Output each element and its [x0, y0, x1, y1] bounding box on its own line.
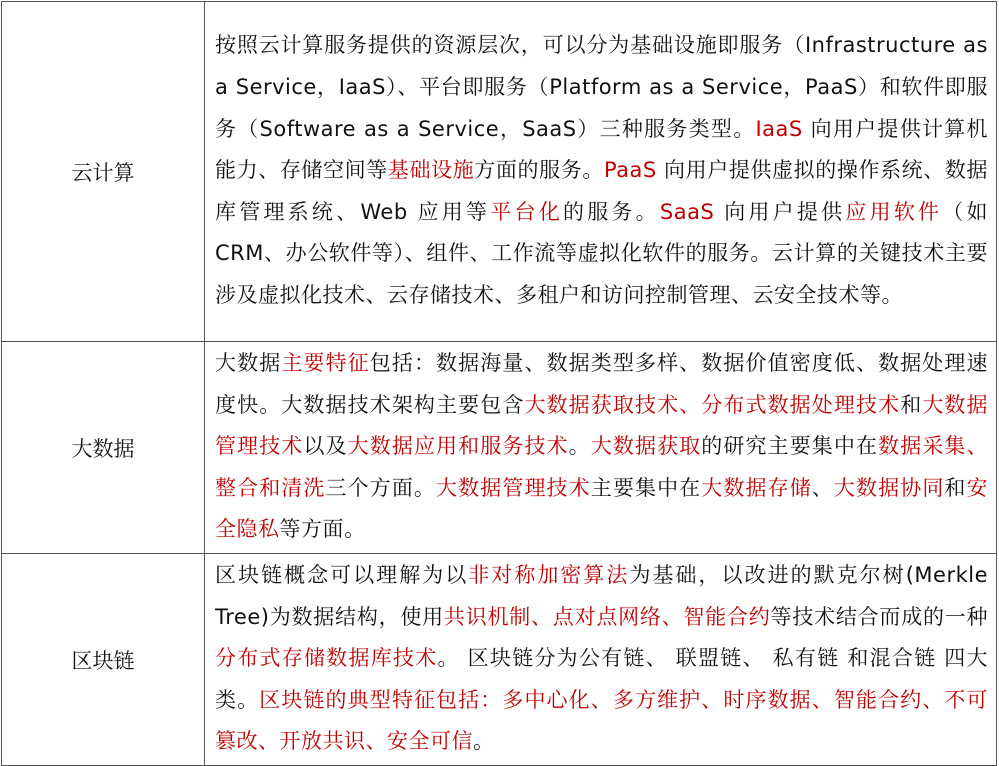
text-segment: 按照云计算服务提供的资源层次，可以分为基础设施即服务（Infrastructure as a Service，IaaS）、平台即服务（Platform as a Service，PaaS）和软件即服务（Software as a Service，SaaS）三种服务类型。 [215, 33, 988, 141]
text-segment: 的研究主要集中在 [701, 434, 879, 459]
text-segment: 的服务。 [562, 199, 660, 224]
highlighted-term: 基础设施 [387, 158, 475, 183]
description-cell [205, 2, 997, 342]
text-segment: 。 [473, 729, 495, 754]
highlighted-term: PaaS [603, 158, 657, 183]
highlighted-term: 大数据应用和服务技术 [347, 434, 569, 459]
highlighted-term: 共识机制、点对点网络、智能合约 [443, 604, 771, 629]
highlighted-term: 平台化 [490, 199, 563, 224]
highlighted-term: 应用软件 [845, 199, 943, 224]
table-row [2, 554, 997, 766]
text-segment: 主要集中在 [590, 475, 702, 500]
highlighted-term: 大数据获取技术、分布式数据处理技术 [524, 392, 901, 417]
text-segment: （如 CRM、办公软件等）、组件、工作流等虚拟化软件的服务。云计算的关键技术主要涉及虚拟化技术、云存储技术、多租户和访问控制管理、云安全技术等。 [215, 199, 989, 307]
text-segment: 向用户提供虚拟的操作系统、数据库管理系统、Web 应用等 [215, 158, 989, 224]
description-cell [205, 554, 997, 766]
highlighted-term: 非对称加密算法 [468, 563, 630, 588]
text-segment: 三个方面。 [325, 475, 437, 500]
text-segment: 方面的服务。 [474, 158, 604, 183]
highlighted-term: 主要特征 [281, 351, 370, 376]
highlighted-term: 大数据管理技术 [436, 475, 591, 500]
text-segment: 大数据 [215, 351, 282, 376]
highlighted-term: 数据采集、整合和清洗 [215, 434, 989, 500]
text-segment: 为基础，以改进的默克尔树(Merkle Tree)为数据结构，使用 [215, 563, 989, 629]
text-segment: 等技术结合而成的一种 [770, 604, 989, 629]
text-segment: 。 区块链分为公有链、 联盟链、 私有链 和混合链 四大类。 [215, 646, 989, 712]
text-segment: 区块链概念可以理解为以 [215, 563, 469, 588]
text-segment: 包括：数据海量、数据类型多样、数据价值密度低、数据处理速度快。大数据技术架构主要包含 [215, 351, 989, 417]
highlighted-term: 安全隐私 [215, 475, 989, 542]
highlighted-term: 大数据管理技术 [215, 392, 989, 459]
term-cell: 大数据 [2, 342, 205, 554]
highlighted-term: 分布式存储数据库技术 [215, 646, 438, 671]
text-segment: 以及 [303, 434, 348, 459]
table-row [2, 2, 997, 342]
highlighted-term: 区块链的典型特征包括：多中心化、多方维护、时序数据、智能合约、不可篡改、开放共识、安全可信 [215, 687, 989, 754]
text-segment: 向用户提供 [714, 199, 846, 224]
text-segment: 、 [811, 475, 834, 500]
term-cell: 云计算 [2, 2, 205, 342]
concept-table [1, 1, 997, 766]
highlighted-term: 大数据协同 [833, 475, 945, 500]
highlighted-term: 大数据获取 [590, 434, 702, 459]
text-segment: 。 [568, 434, 591, 459]
text-segment: 和 [944, 475, 967, 500]
description-cell [205, 342, 997, 554]
term-cell: 区块链 [2, 554, 205, 766]
highlighted-term: 大数据存储 [701, 475, 812, 500]
text-segment: 等方面。 [279, 517, 366, 542]
highlighted-term: SaaS [659, 199, 715, 224]
highlighted-term: IaaS [755, 116, 803, 141]
text-segment: 和 [900, 392, 923, 417]
table-row [2, 342, 997, 554]
text-segment: 向用户提供计算机能力、存储空间等 [215, 116, 988, 183]
